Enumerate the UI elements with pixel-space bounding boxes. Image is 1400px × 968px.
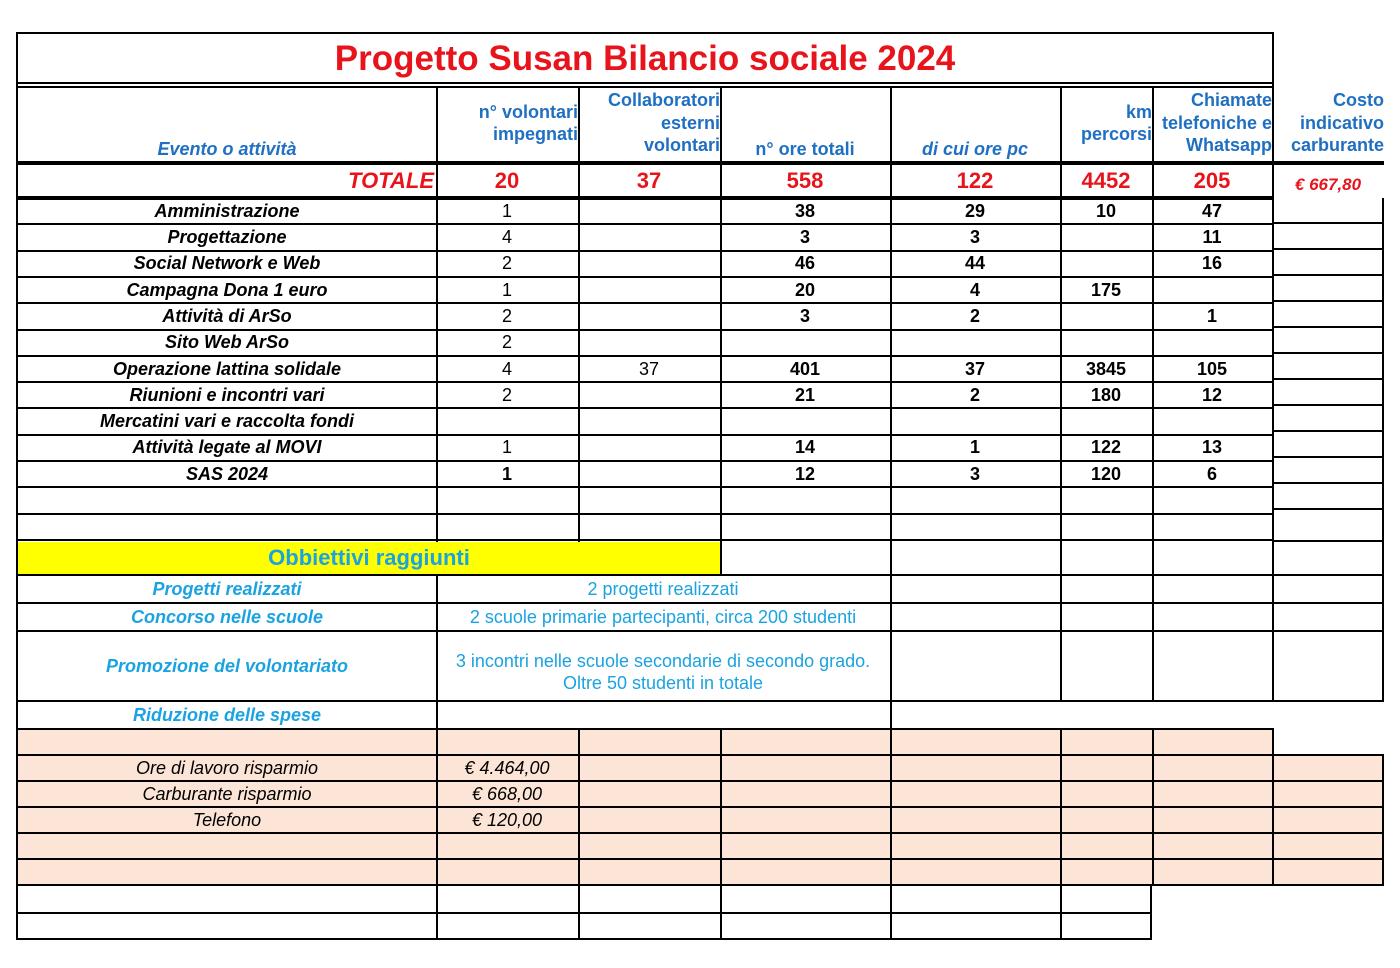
grid-line <box>1272 602 1384 604</box>
cell-volunteers <box>436 408 578 434</box>
cell-volunteers: 1 <box>501 279 512 300</box>
grid-line <box>1272 326 1384 328</box>
cell-calls <box>1152 408 1272 434</box>
savings-value: € 4.464,00 <box>464 757 550 778</box>
cell-hours: 14 <box>794 437 816 458</box>
objective-label: Progetti realizzati <box>152 578 302 599</box>
cell-pc-hours: 1 <box>969 437 980 458</box>
grid-line <box>1272 630 1384 632</box>
savings-label: Ore di lavoro risparmio <box>135 757 319 778</box>
grid-line <box>1272 222 1384 224</box>
header-calls: Chiamate telefoniche e Whatsapp <box>1161 90 1272 156</box>
grid-line <box>16 884 1384 886</box>
cell-external <box>578 330 720 356</box>
grid-line <box>1272 508 1384 510</box>
cell-pc-hours: 3 <box>969 463 980 484</box>
cell-pc-hours: 2 <box>969 384 980 405</box>
objective-label: Riduzione delle spese <box>132 704 322 725</box>
grid-line <box>1272 482 1384 484</box>
header-hours: n° ore totali <box>755 138 855 159</box>
cell-calls: 13 <box>1201 437 1223 458</box>
cell-calls: 16 <box>1201 253 1223 274</box>
header-pc-hours: di cui ore pc <box>921 138 1029 159</box>
cell-km: 175 <box>1090 279 1122 300</box>
grid-line <box>1060 574 1062 700</box>
grid-line <box>1152 728 1154 886</box>
grid-line <box>16 912 1152 914</box>
cell-volunteers: 2 <box>501 253 512 274</box>
cell-activity: Mercatini vari e raccolta fondi <box>99 411 355 432</box>
grid-line <box>436 884 438 940</box>
grid-line <box>16 539 1274 541</box>
grid-line <box>1272 728 1274 886</box>
grid-line <box>1272 352 1384 354</box>
grid-line <box>1272 430 1384 432</box>
cell-volunteers: 1 <box>501 463 512 484</box>
cell-external <box>578 224 720 250</box>
grid-line <box>1272 700 1384 702</box>
cell-hours: 12 <box>794 463 816 484</box>
cell-calls: 1 <box>1206 305 1217 326</box>
cell-km: 3845 <box>1085 358 1127 379</box>
cell-calls: 105 <box>1196 358 1228 379</box>
grid-line <box>890 884 892 940</box>
cell-volunteers: 2 <box>501 305 512 326</box>
cell-activity: Riunioni e incontri vari <box>129 384 325 405</box>
cell-external <box>578 251 720 277</box>
cell-volunteers: 1 <box>501 200 512 221</box>
totals-label: TOTALE <box>348 168 434 194</box>
totals-external: 37 <box>636 168 662 194</box>
grid-line <box>890 728 892 886</box>
cell-pc-hours: 3 <box>969 227 980 248</box>
cell-calls <box>1152 330 1272 356</box>
cell-activity: Operazione lattina solidale <box>112 358 342 379</box>
cell-activity: Campagna Dona 1 euro <box>126 279 328 300</box>
cell-pc-hours: 37 <box>964 358 986 379</box>
objective-value: 3 incontri nelle scuole secondarie di secondo grado. Oltre 50 studenti in totale <box>455 650 871 693</box>
grid-line <box>16 858 1384 860</box>
header-volunteers: n° volontari impegnati <box>478 101 578 144</box>
savings-label: Carburante risparmio <box>142 783 312 804</box>
grid-line <box>1152 574 1154 700</box>
objective-label: Promozione del volontariato <box>105 655 349 676</box>
cell-km <box>1060 303 1152 329</box>
objective-value: 2 progetti realizzati <box>587 578 739 599</box>
cell-external: 37 <box>638 358 660 379</box>
grid-line <box>578 884 580 940</box>
page-title: Progetto Susan Bilancio sociale 2024 <box>334 39 956 79</box>
cell-hours: 21 <box>794 384 816 405</box>
cell-activity: Attività di ArSo <box>162 305 292 326</box>
savings-label: Telefono <box>192 809 262 830</box>
cell-hours: 3 <box>799 227 810 248</box>
cell-external <box>578 408 720 434</box>
grid-line <box>578 728 580 886</box>
objectives-heading: Obbiettivi raggiunti <box>268 545 470 571</box>
cell-external <box>578 277 720 303</box>
cell-calls: 47 <box>1201 200 1223 221</box>
cell-activity: Amministrazione <box>154 200 300 221</box>
grid-line <box>16 513 1274 515</box>
grid-line <box>1060 728 1062 886</box>
header-fuel: Costo indicativo carburante <box>1290 90 1384 156</box>
grid-line <box>16 728 1274 730</box>
header-activity: Evento o attività <box>157 138 297 159</box>
grid-line <box>1272 274 1384 276</box>
totals-fuel: € 667,80 <box>1294 175 1362 195</box>
totals-calls: 205 <box>1193 168 1231 194</box>
cell-hours: 46 <box>794 253 816 274</box>
cell-activity: Progettazione <box>167 227 287 248</box>
cell-activity: Social Network e Web <box>133 253 321 274</box>
cell-km: 10 <box>1095 200 1117 221</box>
cell-hours <box>720 408 890 434</box>
objective-value: 2 scuole primarie partecipanti, circa 200 studenti <box>469 606 857 627</box>
cell-activity: Attività legate al MOVI <box>132 437 322 458</box>
header-km: km percorsi <box>1080 101 1152 144</box>
grid-line <box>1272 574 1384 576</box>
cell-km <box>1060 224 1152 250</box>
savings-value: € 668,00 <box>471 783 543 804</box>
cell-km: 180 <box>1090 384 1122 405</box>
grid-line <box>16 938 1152 940</box>
objective-label: Concorso nelle scuole <box>130 606 324 627</box>
header-external: Collaboratori esterni volontari <box>607 90 720 156</box>
cell-pc-hours <box>890 330 1060 356</box>
grid-line <box>720 728 722 886</box>
cell-hours: 401 <box>789 358 821 379</box>
cell-volunteers: 4 <box>501 358 512 379</box>
grid-line <box>1382 754 1384 886</box>
cell-volunteers: 4 <box>501 227 512 248</box>
grid-line <box>1272 540 1384 542</box>
grid-line <box>1272 574 1274 700</box>
cell-pc-hours <box>890 408 1060 434</box>
totals-hours: 558 <box>786 168 824 194</box>
grid-line <box>890 700 892 728</box>
grid-line <box>1272 378 1384 380</box>
cell-volunteers: 2 <box>501 332 512 353</box>
cell-activity: SAS 2024 <box>185 463 269 484</box>
grid-line <box>1272 404 1384 406</box>
totals-volunteers: 20 <box>494 168 520 194</box>
grid-line <box>890 574 892 700</box>
cell-pc-hours: 4 <box>969 279 980 300</box>
savings-value: € 120,00 <box>471 809 543 830</box>
cell-hours: 3 <box>799 305 810 326</box>
cell-calls: 11 <box>1202 227 1222 248</box>
cell-km <box>1060 330 1152 356</box>
cell-external <box>578 382 720 408</box>
grid-line <box>1272 32 1274 86</box>
cell-volunteers: 2 <box>501 384 512 405</box>
cell-calls: 12 <box>1201 384 1223 405</box>
cell-km <box>1060 251 1152 277</box>
cell-activity: Sito Web ArSo <box>164 332 289 353</box>
grid-line <box>1272 456 1384 458</box>
totals-pc-hours: 122 <box>956 168 994 194</box>
cell-external <box>578 435 720 461</box>
cell-hours: 20 <box>794 279 816 300</box>
grid-line <box>720 884 722 940</box>
grid-line <box>1272 248 1384 250</box>
cell-external <box>578 303 720 329</box>
cell-external <box>578 198 720 224</box>
cell-pc-hours: 44 <box>964 253 986 274</box>
cell-km <box>1060 408 1152 434</box>
cell-pc-hours: 29 <box>964 200 986 221</box>
savings-fill <box>18 729 1272 755</box>
cell-volunteers: 1 <box>501 437 512 458</box>
cell-calls: 6 <box>1206 463 1217 484</box>
cell-km: 120 <box>1090 463 1122 484</box>
cell-hours: 38 <box>794 200 816 221</box>
grid-line <box>1382 198 1384 700</box>
cell-pc-hours: 2 <box>969 305 980 326</box>
grid-line <box>1150 884 1152 940</box>
cell-calls <box>1152 277 1272 303</box>
grid-line <box>1272 300 1384 302</box>
totals-km: 4452 <box>1081 168 1131 194</box>
grid-line <box>1272 198 1274 574</box>
grid-line <box>1060 884 1062 940</box>
cell-hours <box>720 330 890 356</box>
objective-value <box>436 702 890 728</box>
cell-external <box>578 461 720 487</box>
cell-km: 122 <box>1090 437 1122 458</box>
